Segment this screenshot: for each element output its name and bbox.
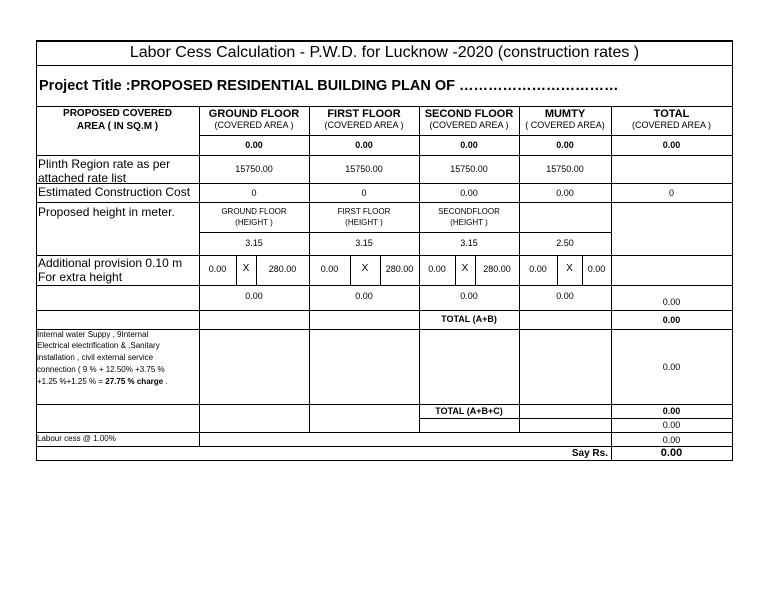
height-first-line1: FIRST FLOOR	[337, 207, 391, 216]
plinth-ground: 15750.00	[235, 164, 273, 174]
header-total-covered: (COVERED AREA )	[631, 120, 712, 130]
rule	[200, 135, 732, 136]
internal-line5	[37, 378, 168, 386]
additional-second-result: 0.00	[460, 291, 478, 301]
rule	[36, 310, 732, 311]
internal-line5-pre: +1.25 %+1.25 % =	[37, 377, 106, 386]
area-ground: 0.00	[245, 140, 263, 150]
height-label: Proposed height in meter.	[38, 205, 175, 219]
height-second-line1: SECONDFLOOR	[438, 207, 500, 216]
estimated-first: 0	[361, 188, 367, 198]
header-ground-floor: GROUND FLOOR	[208, 108, 300, 120]
estimated-mumty: 0.00	[556, 188, 574, 198]
estimated-total: 0	[668, 188, 674, 198]
additional-first-b: 280.00	[385, 264, 414, 274]
total-ab-value: 0.00	[662, 315, 681, 325]
additional-total: 0.00	[662, 297, 681, 307]
additional-second-x: X	[461, 263, 469, 274]
internal-line1: Internal water Suppy , 9Internal	[37, 330, 149, 339]
additional-label-line2: For extra height	[38, 270, 123, 284]
additional-ground-a: 0.00	[208, 264, 227, 274]
additional-mumty-a: 0.00	[529, 264, 547, 274]
additional-mumty-x: X	[566, 263, 573, 274]
internal-line5-post: .	[163, 377, 168, 386]
header-mumty-covered: ( COVERED AREA)	[525, 120, 605, 130]
rule	[36, 432, 733, 433]
header-first-covered: (COVERED AREA )	[324, 120, 404, 130]
rule	[36, 285, 732, 286]
height-first: 3.15	[355, 238, 373, 248]
rule	[419, 418, 732, 419]
say-rs-value: 0.00	[660, 447, 683, 459]
additional-mumty-result: 0.00	[556, 291, 574, 301]
sheet-title: Labor Cess Calculation - P.W.D. for Lucknow -2020 (construction rates )	[129, 44, 640, 61]
total-ab-label: TOTAL (A+B)	[441, 314, 497, 324]
additional-second-a: 0.00	[428, 264, 446, 274]
rule	[36, 404, 732, 405]
estimated-ground: 0	[251, 188, 257, 198]
header-area-line2: AREA ( IN SQ.M )	[76, 121, 159, 132]
area-total: 0.00	[662, 140, 681, 150]
area-first: 0.00	[355, 140, 373, 150]
additional-ground-x: X	[242, 263, 250, 274]
header-second-floor: SECOND FLOOR	[424, 108, 514, 120]
labour-cess-value: 0.00	[662, 435, 681, 445]
height-ground: 3.15	[245, 238, 263, 248]
height-mumty: 2.50	[556, 238, 574, 248]
additional-second-b: 280.00	[483, 264, 511, 274]
height-second-line2: (HEIGHT )	[450, 218, 488, 227]
additional-label-line1: Additional provision 0.10 m	[38, 256, 183, 270]
header-first-floor: FIRST FLOOR	[327, 108, 401, 120]
say-rs-label: Say Rs.	[571, 448, 608, 459]
plinth-first: 15750.00	[345, 164, 383, 174]
rule	[200, 232, 612, 233]
height-second: 3.15	[460, 238, 478, 248]
internal-value: 0.00	[662, 362, 681, 372]
estimated-label: Estimated Construction Cost	[38, 185, 191, 199]
internal-line4: connection ( 9 % + 12.50% +3.75 %	[37, 365, 165, 374]
labour-cess-label: Labour cess @ 1.00%	[37, 434, 116, 443]
rule	[36, 460, 733, 461]
plinth-label: Plinth Region rate as per attached rate list	[38, 157, 171, 185]
rule	[199, 106, 200, 446]
header-area-line1: PROPOSED COVERED	[63, 108, 172, 119]
internal-line3: installation , civil external service	[37, 353, 154, 362]
area-second: 0.00	[460, 140, 478, 150]
rule	[36, 40, 733, 42]
total-abc-label: TOTAL (A+B+C)	[435, 406, 503, 416]
rule	[36, 446, 733, 447]
plinth-second: 15750.00	[450, 164, 488, 174]
additional-first-a: 0.00	[320, 264, 339, 274]
total-abc-value: 0.00	[662, 406, 681, 416]
additional-ground-b: 280.00	[268, 264, 297, 274]
header-second-covered: (COVERED AREA )	[429, 120, 509, 130]
additional-ground-result: 0.00	[245, 291, 263, 301]
internal-charge-percent: 27.75 % charge	[105, 377, 164, 386]
rule	[732, 40, 733, 461]
estimated-second: 0.00	[460, 188, 478, 198]
height-ground-line2: (HEIGHT )	[235, 218, 273, 227]
additional-mumty-b: 0.00	[587, 264, 606, 274]
area-mumty: 0.00	[556, 140, 574, 150]
rule	[36, 202, 732, 203]
height-ground-line1: GROUND FLOOR	[221, 207, 287, 216]
height-first-line2: (HEIGHT )	[345, 218, 383, 227]
header-total: TOTAL	[653, 108, 690, 120]
header-mumty: MUMTY	[544, 108, 586, 120]
rule	[36, 106, 733, 107]
project-title: Project Title :PROPOSED RESIDENTIAL BUILDING PLAN OF ……………………………	[39, 78, 619, 94]
additional-first-result: 0.00	[355, 291, 373, 301]
additional-first-x: X	[361, 263, 369, 274]
rule	[36, 155, 732, 156]
internal-line2: Electrical electrification & ,Sanitary	[37, 341, 160, 350]
rule	[36, 65, 733, 66]
total-abc-value2: 0.00	[662, 420, 681, 430]
rule	[36, 40, 37, 461]
plinth-mumty: 15750.00	[546, 164, 584, 174]
header-ground-covered: (COVERED AREA )	[214, 120, 294, 130]
